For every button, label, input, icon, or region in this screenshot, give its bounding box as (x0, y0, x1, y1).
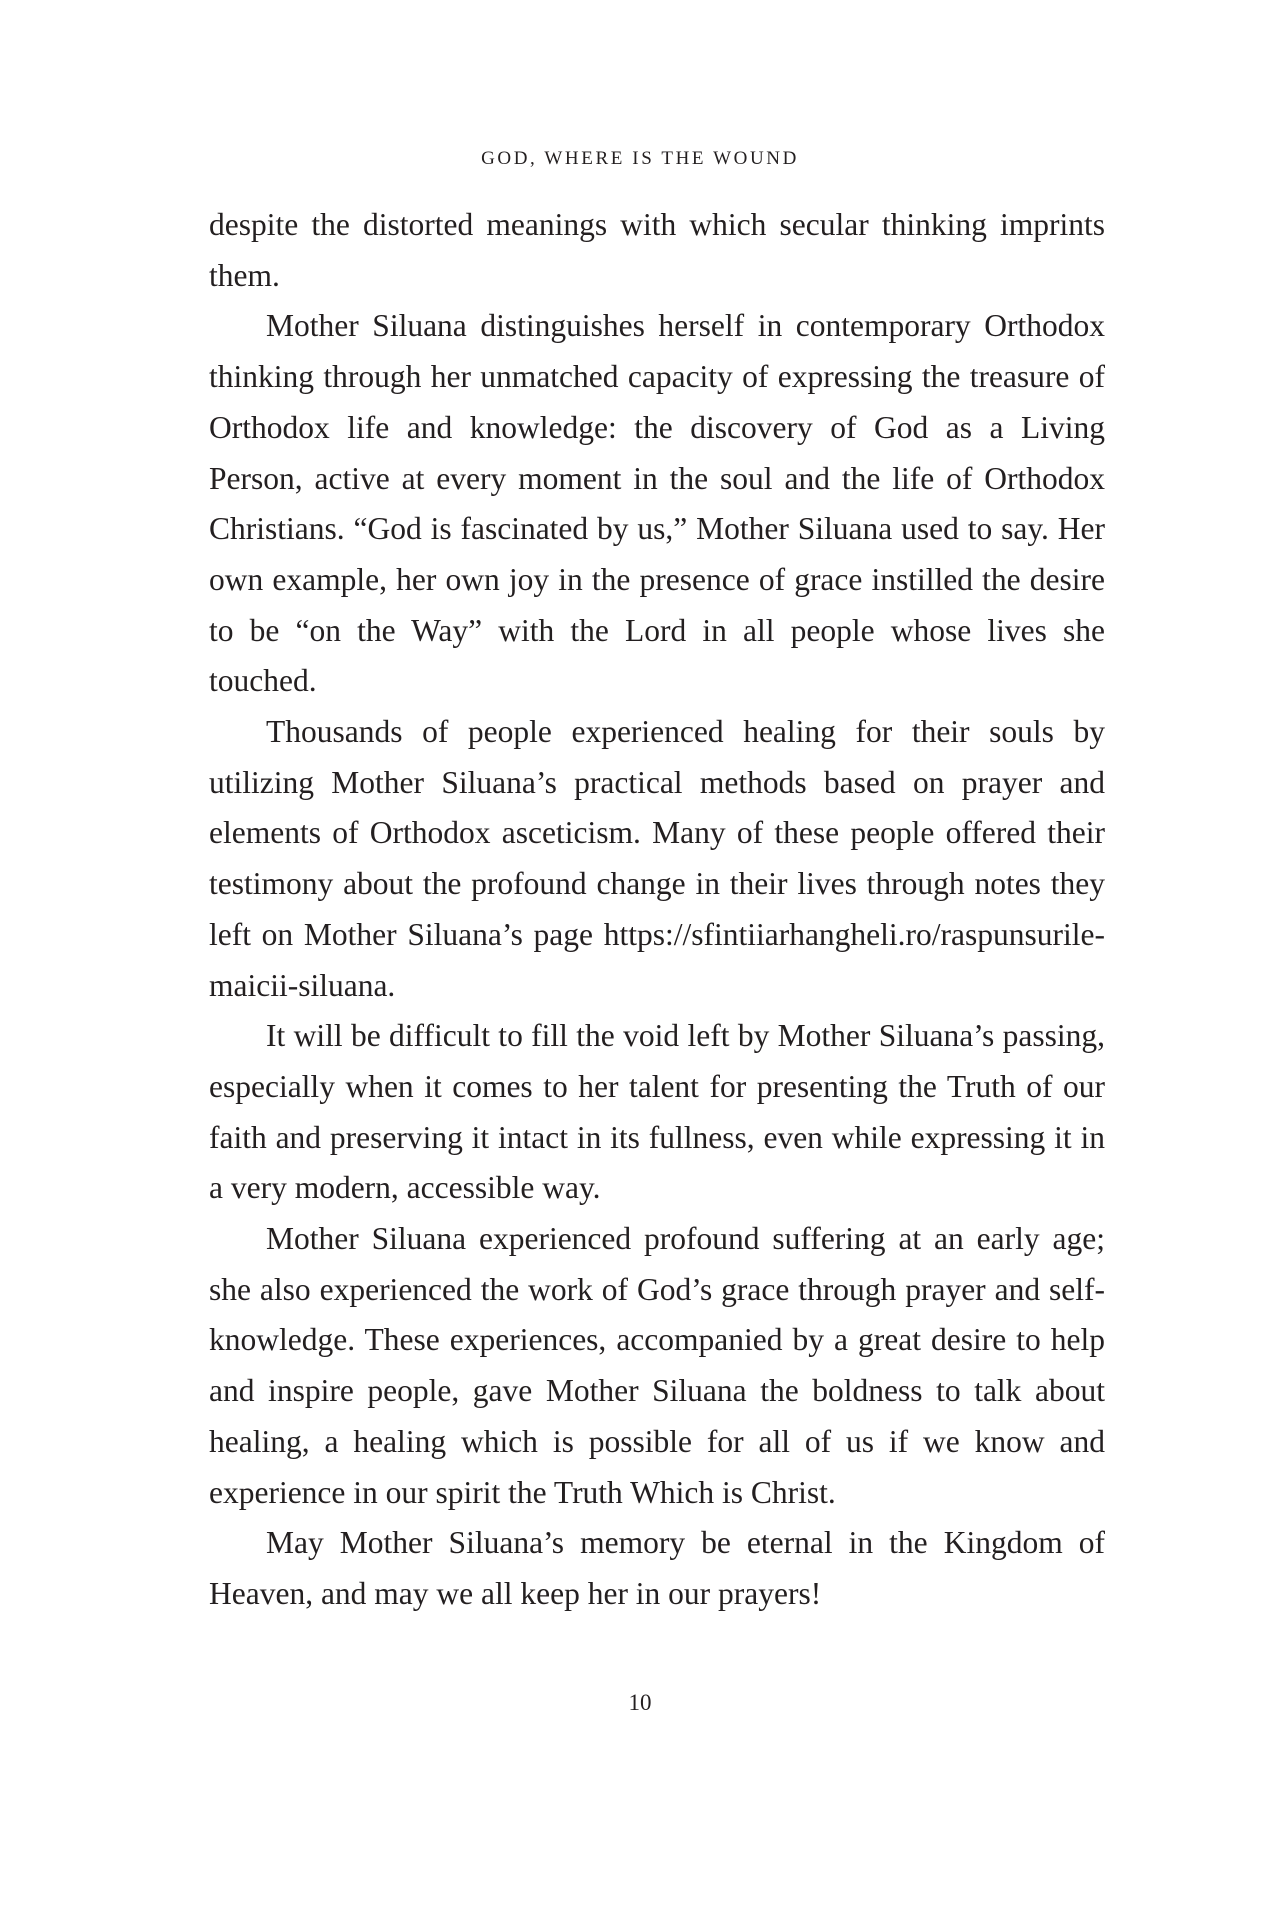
page-number: 10 (628, 1690, 652, 1715)
paragraph-continuation: despite the distorted meanings with which secular thinking imprints them. (209, 207, 1105, 293)
paragraph-profound-suffering: Mother Siluana experienced profound suffering at an early age; she also experienced the work of God’s grace through prayer and self-knowledge. These experiences, accompanied by a great desire to help and inspire people, gave Mother Siluana the boldness to talk about healing, a healing which is possible for all of us if we know and experience in our spirit the Truth Which is Christ. (209, 1221, 1105, 1510)
paragraph-thousands-of-people: Thousands of people experienced healing for their souls by utilizing Mother Siluana’s practical methods based on prayer and elements of Orthodox asceticism. Many of these people offered their testimony about the profound change in their lives through notes they left on Mother Siluana’s page https://sfintiiarhangheli.ro/raspunsurile-maicii-siluana. (209, 714, 1105, 1003)
paragraph-memory-eternal: May Mother Siluana’s memory be eternal in the Kingdom of Heaven, and may we all keep her in our prayers! (209, 1525, 1105, 1611)
paragraph-difficult-to-fill-void: It will be difficult to fill the void left by Mother Siluana’s passing, especially when it comes to her talent for presenting the Truth of our faith and preserving it intact in its fullness, even while expressing it in a very modern, accessible way. (209, 1018, 1105, 1206)
paragraph-mother-siluana-distinguishes: Mother Siluana distinguishes herself in contemporary Orthodox thinking through her unmatched capacity of expressing the treasure of Orthodox life and knowledge: the discovery of God as a Living Person, active at every moment in the soul and the life of Orthodox Christians. “God is fascinated by us,” Mother Siluana used to say. Her own example, her own joy in the presence of grace instilled the desire to be “on the Way” with the Lord in all people whose lives she touched. (209, 308, 1105, 699)
body-text (209, 200, 1105, 1620)
running-head: GOD, WHERE IS THE WOUND (481, 148, 799, 169)
